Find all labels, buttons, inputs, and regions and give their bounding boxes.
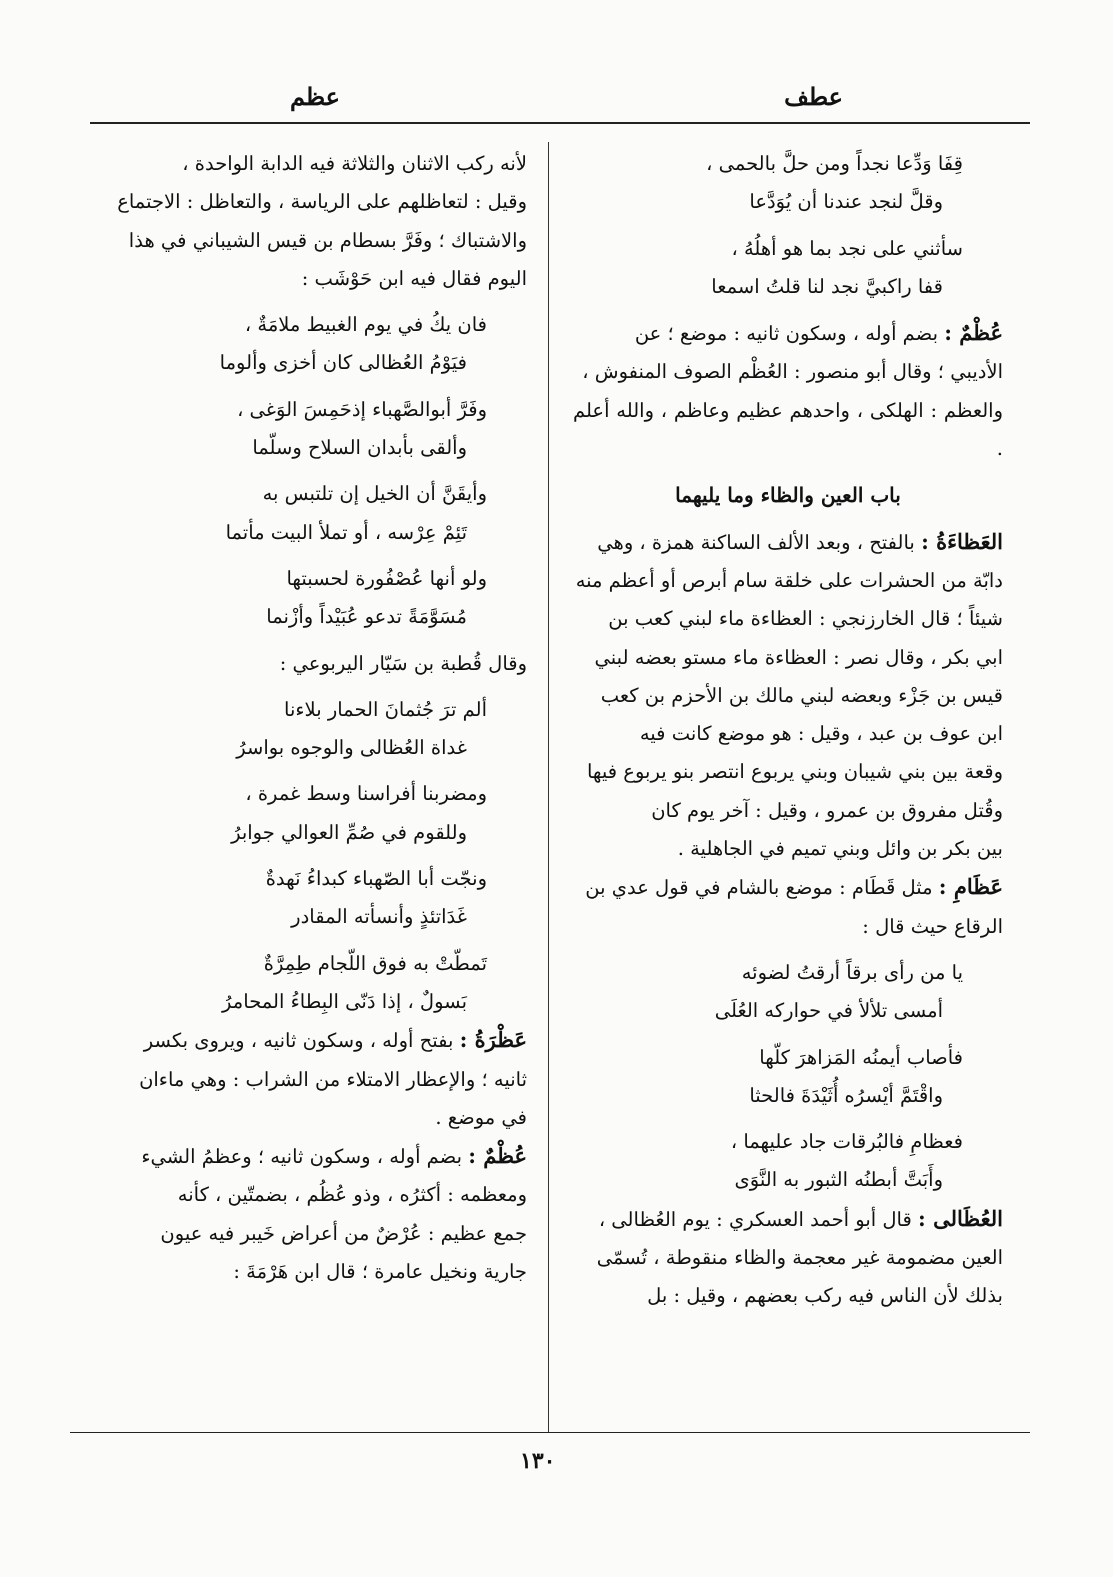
text-line: قيس بن جَزْء وبعضه لبني مالك بن الأحزم بن كعب: [600, 683, 1003, 707]
entry-text: بفتح أوله ، وسكون ثانيه ، ويروى بكسر: [143, 1029, 460, 1053]
entry-text: قال أبو أحمد العسكري : يوم العُظالى ،: [598, 1207, 919, 1231]
verse-line: وأيقَنَّ أن الخيل إن تلتبس به: [262, 482, 487, 506]
text-line: وقُتل مفروق بن عمرو ، وقيل : آخر يوم كان: [651, 798, 1003, 822]
verse-line: غداة العُظالى والوجوه بواسرُ: [236, 736, 467, 760]
verse-line: قفا راكبيَّ نجد لنا قلتُ اسمعا: [711, 274, 943, 298]
text-line: الأديبي ؛ وقال أبو منصور : العُظْم الصوف المنفوش ،: [582, 360, 1003, 384]
entry-text: بضم أوله ، وسكون ثانيه ؛ وعظمُ الشيء: [141, 1145, 469, 1169]
text-line: وقعة بين بني شيبان وبني يربوع انتصر بنو يربوع فيها: [586, 760, 1003, 784]
page-number: ١٣٠: [520, 1448, 556, 1474]
verse-line: بَسولٌ ، إذا دَنّى البِطاءُ المحامرُ: [222, 989, 467, 1013]
entry-text: مثل قَطَام : موضع بالشام في قول عدي بن: [585, 876, 939, 900]
verse-line: سأثني على نجد بما هو أهلُهُ ،: [731, 236, 963, 260]
verse-line: وللقوم في صُمِّ العوالي جوابرُ: [231, 820, 467, 844]
header-rule: [90, 122, 1030, 124]
right-column: [573, 145, 1003, 1316]
spacer: [82, 637, 527, 645]
verse-line: وقلَّ لنجد عندنا أن يُوَدَّعا: [749, 190, 943, 214]
verse-line: قِفَا وَدِّعا نجداً ومن حلَّ بالحمى ،: [706, 152, 963, 175]
entry-text: بالفتح ، وبعد الألف الساكنة همزة ، وهي: [597, 530, 922, 554]
text-line: ابي بكر ، وقال نصر : العظاءة ماء مستو بعضه لبني: [594, 645, 1003, 669]
verse-line: ونجّت أبا الصّهباء كبداءُ نَهدةٌ: [265, 867, 487, 891]
entry-line: [573, 314, 1003, 353]
text-line: والعظم : الهلكى ، واحدهم عظيم وعاظم ، والله أعلم .: [573, 398, 1003, 461]
verse-line: ألم ترَ جُثمانَ الحمار بلاءنا: [284, 697, 487, 721]
verse-line: فعظامِ فالبُرقات جاد عليهما ،: [730, 1130, 963, 1154]
verse-line: ولو أنها عُصْفُورة لحسبتها: [286, 566, 487, 590]
left-column: [82, 145, 527, 1291]
verse-line: واقْتَمَّ أيْسرُه أُثَيْدَةَ فالحثا: [749, 1083, 943, 1107]
verse-line: غَدَاتئذٍ وأنسأته المقادر: [291, 905, 467, 929]
verse-line: تَئِمْ عِرْسه ، أو تملأ البيت مأتما: [225, 520, 467, 544]
spacer: [573, 222, 1003, 230]
verse-line: وفَرَّ أبوالصَّهباء إذحَمِسَ الوَغى ،: [237, 397, 487, 421]
text-line: جمع عظيم : عُرْضٌ من أعراض خَيبر فيه عيون: [160, 1221, 527, 1245]
text-line: اليوم فقال فيه ابن حَوْشَب :: [301, 266, 527, 290]
spacer: [82, 937, 527, 945]
spacer: [82, 552, 527, 560]
text-line: جارية ونخيل عامرة ؛ قال ابن هَرْمَةَ :: [233, 1260, 527, 1284]
verse-line: فيَوْمُ العُظالى كان أخزى وألوما: [219, 351, 467, 375]
text-line: بذلك لأن الناس فيه ركب بعضهم ، وقيل : بل: [647, 1284, 1003, 1308]
section-heading: باب العين والظاء وما يليهما: [675, 483, 901, 508]
text-line: في موضع .: [435, 1105, 527, 1129]
headword: العُظَالى :: [918, 1205, 1003, 1231]
footer-rule: [70, 1432, 1030, 1433]
spacer: [82, 383, 527, 391]
verse-line: يا من رأى برقاً أرقتُ لضوئه: [741, 960, 963, 984]
text-line: العين مضمومة غير معجمة والظاء منقوطة ، تُسمّى: [596, 1246, 1003, 1270]
spacer: [573, 946, 1003, 954]
text-line: لأنه ركب الاثنان والثلاثة فيه الدابة الواحدة ،: [182, 152, 527, 175]
entry-line: [573, 868, 1003, 907]
entry-line: [82, 1137, 527, 1176]
spacer: [82, 852, 527, 860]
entry-line: [82, 1021, 527, 1060]
verse-line: أمسى تلألأ في حواركه العُلَى: [714, 999, 943, 1023]
verse-line: مُسَوَّمَةً تدعو عُبَيْداً وأزْنما: [266, 605, 467, 629]
entry-line: [573, 1200, 1003, 1239]
headword: عَظْرَةُ :: [459, 1027, 527, 1053]
spacer: [573, 306, 1003, 314]
spacer: [82, 467, 527, 475]
text-line: ومعظمه : أكثرُه ، وذو عُظُم ، بضمتّين ، كأنه: [177, 1183, 527, 1207]
entry-line: [573, 523, 1003, 562]
spacer: [573, 1031, 1003, 1039]
verse-line: فان يكُ في يوم الغبيط ملامَةٌ ،: [244, 313, 487, 337]
text-line: شيئاً ؛ قال الخارزنجي : العظاءة ماء لبني كعب بن: [608, 607, 1003, 631]
headword: عُظْمٌ :: [944, 320, 1003, 346]
verse-line: تَمطّتْ به فوق اللّجام طِمِرَّةٌ: [263, 951, 487, 975]
text-line: الرقاع حيث قال :: [862, 914, 1003, 938]
verse-line: وألقى بأبدان السلاح وسلّما: [252, 436, 467, 460]
headword: العَظاءَةُ :: [921, 528, 1003, 554]
text-line: وقال قُطبة بن سَيّار اليربوعي :: [279, 651, 527, 675]
entry-text: بضم أوله ، وسكون ثانيه : موضع ؛ عن: [634, 322, 945, 346]
text-line: والاشتباك ؛ وفَرَّ بسطام بن قيس الشيباني في هذا: [128, 228, 527, 252]
text-line: دابّة من الحشرات على خلقة سام أبرص أو أعظم منه: [575, 568, 1003, 592]
verse-line: وأَبَتَّ أبطنُه الثبور به النَّوَى: [734, 1168, 943, 1192]
text-line: ثانيه ؛ والإعظار الامتلاء من الشراب : وهي ماءان: [139, 1067, 527, 1091]
column-divider: [548, 142, 549, 1432]
running-head-left: عظم: [290, 82, 340, 111]
spacer: [573, 1115, 1003, 1123]
text-line: ابن عوف بن عبد ، وقيل : هو موضع كانت فيه: [639, 722, 1003, 746]
spacer: [82, 683, 527, 691]
text-line: بين بكر بن وائل وبني تميم في الجاهلية .: [677, 837, 1003, 861]
text-line: وقيل : لتعاظلهم على الرياسة ، والتعاظل : الاجتماع: [117, 190, 527, 214]
headword: عَظَامِ :: [938, 874, 1003, 900]
spacer: [82, 767, 527, 775]
running-head-right: عطف: [784, 82, 843, 111]
verse-line: ومضربنا أفراسنا وسط غمرة ،: [245, 782, 487, 806]
headword: عُظْمٌ :: [468, 1143, 527, 1169]
spacer: [82, 298, 527, 306]
verse-line: فأصاب أيمنُه المَزاهرَ كلّها: [759, 1045, 963, 1069]
